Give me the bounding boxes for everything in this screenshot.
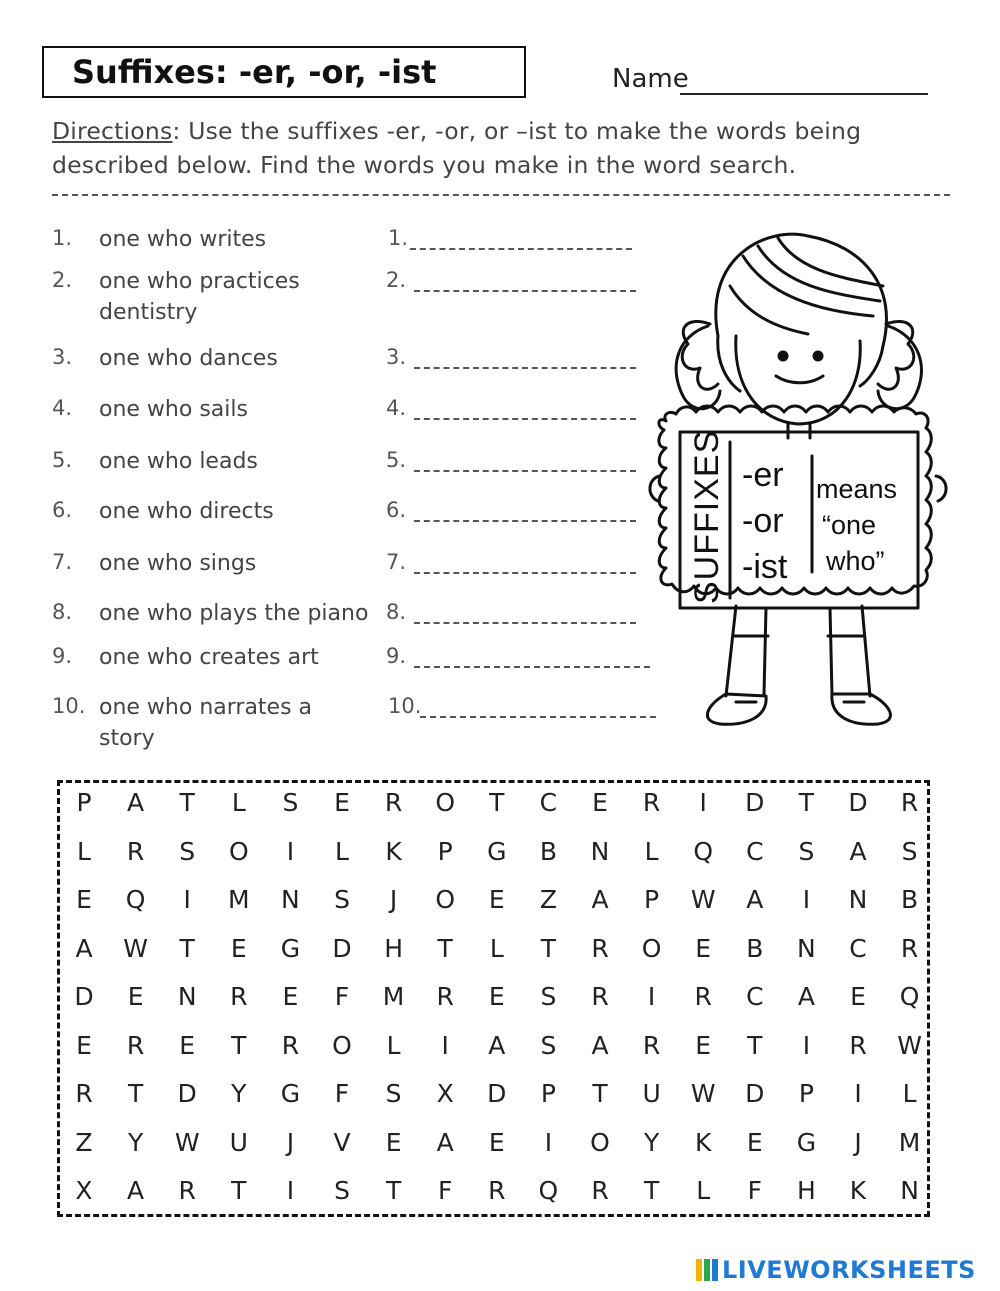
word-search-letter[interactable]: R [591,1176,609,1205]
word-search-letter[interactable]: T [643,1176,660,1205]
word-search-letter[interactable]: R [488,1176,506,1205]
liveworksheets-logo-icon [696,1259,718,1281]
question-number: 3. [52,345,73,369]
word-search-letter[interactable]: G [280,933,301,963]
word-search-letter[interactable]: Q [125,885,146,914]
word-search-letter[interactable]: J [389,885,398,914]
word-search-letter[interactable]: A [436,1127,454,1157]
word-search-letter[interactable]: I [544,1127,553,1157]
word-search-letter[interactable]: L [386,1030,401,1060]
word-search-letter[interactable]: T [540,933,557,963]
word-search-grid [57,780,930,1217]
word-search-letter[interactable]: A [488,1030,506,1060]
answer-number: 10. [388,694,422,718]
word-search-letter[interactable]: S [540,1030,557,1060]
word-search-letter[interactable]: R [126,1030,145,1060]
word-search-letter[interactable]: A [746,885,764,914]
word-search-letter[interactable]: S [282,788,299,817]
word-search-letter[interactable]: A [127,1176,145,1205]
word-search-letter[interactable]: U [229,1127,248,1157]
word-search-letter[interactable]: L [644,836,659,866]
question-number: 6. [52,498,73,522]
sign-vertical-word: SUFFIXES [688,429,726,604]
word-search-letter[interactable]: E [334,788,350,817]
word-search-letter[interactable]: F [334,982,350,1011]
word-search-letter[interactable]: Q [538,1176,559,1205]
word-search-letter[interactable]: E [488,982,505,1011]
word-search-letter[interactable]: O [641,933,662,963]
word-search-letter[interactable]: B [539,836,557,866]
word-search-letter[interactable]: N [848,885,868,914]
answer-number: 8. [386,600,407,624]
word-search-letter[interactable]: H [384,933,403,963]
word-search-letter[interactable]: K [385,836,402,866]
word-search-letter[interactable]: R [900,788,919,817]
answer-number: 6. [386,498,407,522]
word-search-letter[interactable]: R [694,982,712,1011]
word-search-letter[interactable]: Y [127,1127,144,1157]
name-label: Name [612,64,689,94]
word-search-letter[interactable]: C [746,836,764,866]
word-search-letter[interactable]: A [591,885,609,914]
word-search-letter[interactable]: L [489,933,504,963]
word-search-letter[interactable]: Y [231,1079,247,1108]
word-search-letter[interactable]: D [177,1079,197,1108]
word-search-letter[interactable]: T [798,788,815,817]
word-search-letter[interactable]: T [127,1079,144,1108]
question-text: one who plays the piano [99,601,369,626]
question-number: 2. [52,268,73,292]
question-number: 5. [52,448,73,472]
word-search-letter[interactable]: T [437,933,453,963]
word-search-letter[interactable]: E [695,933,712,963]
word-search-letter[interactable]: E [488,1127,505,1157]
word-search-letter[interactable]: D [74,982,94,1011]
directions-text: : Use the suffixes -er, -or, or –ist to make the words being described below. Find the words you make in the word search. [52,117,862,179]
word-search-letter[interactable]: T [179,788,195,817]
word-search-letter[interactable]: E [850,982,866,1011]
word-search-letter[interactable]: A [591,1030,609,1060]
question-text: one who leads [99,449,258,474]
word-search-letter[interactable]: H [796,1176,816,1205]
word-search-letter[interactable]: C [849,933,867,963]
word-search-letter[interactable]: S [901,836,918,866]
word-search-letter[interactable]: S [540,982,557,1011]
word-search-letter[interactable]: R [178,1176,196,1205]
brand-name: LIVEWORKSHEETS [722,1256,976,1284]
question-text: one who sings [99,551,257,576]
word-search-letter[interactable]: I [286,836,295,866]
word-search-letter[interactable]: R [75,1079,93,1108]
answer-number: 1. [388,226,409,250]
word-search-letter[interactable]: Q [899,982,920,1011]
word-search-letter[interactable]: D [745,1079,765,1108]
word-search-letter[interactable]: R [849,1030,867,1060]
word-search-letter[interactable]: Q [693,836,714,866]
word-search-letter[interactable]: T [179,933,195,963]
word-search-letter[interactable]: R [281,1030,300,1060]
word-search-letter[interactable]: J [854,1127,862,1157]
word-search-letter[interactable]: E [127,982,144,1011]
sign-meaning-line-2: “one [822,510,877,540]
word-search-letter[interactable]: S [798,836,815,866]
question-number: 10. [52,694,86,718]
answer-number: 5. [386,448,407,472]
word-search-letter[interactable]: N [281,885,300,914]
word-search-letter[interactable]: L [902,1079,917,1108]
word-search-letter[interactable]: A [127,788,145,817]
word-search-letter[interactable]: T [489,788,505,817]
question-text: one who dances [99,346,278,371]
word-search-letter[interactable]: J [286,1127,295,1157]
word-search-letter[interactable]: R [384,788,403,817]
word-search-letter[interactable]: B [901,885,919,914]
directions [52,114,952,182]
word-search-letter[interactable]: M [228,885,250,914]
word-search-letter[interactable]: R [436,982,454,1011]
girl-holding-sign-illustration [648,216,953,746]
word-search-letter[interactable]: A [849,836,867,866]
word-search-letter[interactable]: T [385,1176,402,1205]
word-search-letter[interactable]: X [436,1079,454,1108]
sign-suffix-ist: -ist [742,548,788,586]
worksheet-title: Suffixes: -er, -or, -ist [42,46,526,98]
word-search-letter[interactable]: L [335,836,349,866]
word-search-letter[interactable]: B [746,933,764,963]
word-search-letter[interactable]: W [690,1079,716,1108]
word-search-letter[interactable]: K [849,1176,867,1205]
word-search-letter[interactable]: E [488,885,505,914]
word-search-letter[interactable]: E [592,788,608,817]
word-search-letter[interactable]: N [900,1176,919,1205]
word-search-letter[interactable]: S [334,885,350,914]
word-search-letter[interactable]: E [230,933,247,963]
word-search-letter[interactable]: W [897,1030,922,1060]
sign-suffix-er: -er [742,456,784,494]
answer-blank[interactable] [414,290,636,292]
word-search-letter[interactable]: L [231,788,246,817]
answer-blank[interactable] [414,520,636,522]
word-search-letter[interactable]: R [900,933,919,963]
word-search-letter[interactable]: D [332,933,352,963]
word-search-letter[interactable]: D [745,788,765,817]
word-search-letter[interactable]: P [540,1079,556,1108]
word-search-letter[interactable]: N [177,982,197,1011]
word-search-letter[interactable]: R [230,982,248,1011]
word-search-letter[interactable]: L [77,836,91,866]
question-text: one who sails [99,397,248,422]
word-search-letter[interactable]: N [797,933,816,963]
word-search-letter[interactable]: G [487,836,507,866]
word-search-letter[interactable]: E [76,885,92,914]
word-search-letter[interactable]: U [642,1079,661,1108]
question-text: one who creates art [99,645,319,670]
word-search-letter[interactable]: F [437,1176,453,1205]
answer-number: 4. [386,396,407,420]
word-search-letter[interactable]: T [231,1176,247,1205]
footer-brand [696,1255,976,1285]
answer-blank[interactable] [410,248,632,250]
word-search-letter[interactable]: T [747,1030,763,1060]
word-search-letter[interactable]: I [699,788,707,817]
sign-meaning-line-1: means [816,474,898,504]
question-number: 4. [52,396,73,420]
word-search-letter[interactable]: O [435,788,456,817]
word-search-letter[interactable]: A [75,933,93,963]
question-text: one who directs [99,499,274,524]
word-search-letter[interactable]: R [642,788,661,817]
answer-blank[interactable] [414,572,636,574]
word-search-letter[interactable]: I [854,1079,862,1108]
answer-blank[interactable] [414,622,636,624]
word-search-letter[interactable]: P [76,788,92,817]
word-search-letter[interactable]: M [898,1127,921,1157]
question-number: 9. [52,644,73,668]
word-search-letter[interactable]: E [746,1127,763,1157]
word-search-letter[interactable]: O [590,1127,610,1157]
word-search-letter[interactable]: E [385,1127,402,1157]
word-search-letter[interactable]: Y [643,1127,660,1157]
answer-number: 3. [386,345,407,369]
word-search-letter[interactable]: I [183,885,191,914]
word-search-letter[interactable]: O [435,885,456,914]
word-search-letter[interactable]: S [179,836,196,866]
word-search-letter[interactable]: R [126,836,145,866]
word-search-letter[interactable]: I [802,885,811,914]
word-search-letter[interactable]: I [802,1030,811,1060]
word-search-letter[interactable]: O [332,1030,352,1060]
question-number: 1. [52,226,73,250]
sign-suffix-or: -or [742,502,784,540]
directions-label: Directions [52,117,173,145]
word-search-letter[interactable]: R [642,1030,661,1060]
word-search-letter[interactable]: P [644,885,660,914]
word-search-letter[interactable]: R [591,933,609,963]
question-text: one who writes [99,227,267,252]
word-search-letter[interactable]: C [539,788,558,817]
word-search-letter[interactable]: D [848,788,868,817]
question-text: one who practices dentistry [99,269,300,325]
word-search-letter[interactable]: S [334,1176,350,1205]
answer-blank[interactable] [414,418,636,420]
word-search-letter[interactable]: I [441,1030,449,1060]
answer-blank[interactable] [414,367,636,369]
answer-number: 9. [386,644,407,668]
word-search-letter[interactable]: P [437,836,453,866]
question-text: one who narrates a story [99,695,313,751]
word-search-letter[interactable]: W [690,885,716,914]
word-search-letter[interactable]: A [797,982,815,1011]
word-search-letter[interactable]: Z [539,885,557,914]
word-search-letter[interactable]: M [382,982,405,1011]
answer-number: 2. [386,268,407,292]
answer-number: 7. [386,550,407,574]
answer-blank[interactable] [414,470,636,472]
word-search-letter[interactable]: T [231,1030,247,1060]
word-search-letter[interactable]: E [282,982,299,1011]
question-number: 7. [52,550,73,574]
word-search-letter[interactable]: W [174,1127,200,1157]
word-search-letter[interactable]: E [695,1030,712,1060]
word-search-letter[interactable]: Z [75,1127,93,1157]
question-number: 8. [52,600,73,624]
word-search-letter[interactable]: I [286,1176,295,1205]
answer-blank[interactable] [420,716,656,718]
word-search-letter[interactable]: C [746,982,764,1011]
word-search-letter[interactable]: V [333,1127,351,1157]
word-search-letter[interactable]: P [798,1079,814,1108]
word-search-letter[interactable]: E [76,1030,92,1060]
answer-blank[interactable] [414,666,650,668]
word-search-letter[interactable]: G [280,1079,301,1108]
word-search-letter[interactable]: X [75,1176,93,1205]
word-search-letter[interactable]: G [796,1127,817,1157]
word-search-letter[interactable]: K [694,1127,712,1157]
word-search-letter[interactable]: F [334,1079,350,1108]
word-search-letter[interactable]: O [228,836,249,866]
word-search-letter[interactable]: R [591,982,609,1011]
word-search-letter[interactable]: N [590,836,610,866]
word-search-letter[interactable]: T [592,1079,608,1108]
word-search-letter[interactable]: L [696,1176,711,1205]
word-search-letter[interactable]: D [487,1079,507,1108]
word-search-letter[interactable]: S [385,1079,402,1108]
word-search-letter[interactable]: I [647,982,656,1011]
sign-meaning-line-3: who” [826,546,885,576]
word-search-letter[interactable]: E [179,1030,196,1060]
name-input-line[interactable] [680,93,928,95]
word-search-letter[interactable]: W [123,933,148,963]
word-search-letter[interactable]: F [747,1176,762,1205]
divider [52,194,950,196]
